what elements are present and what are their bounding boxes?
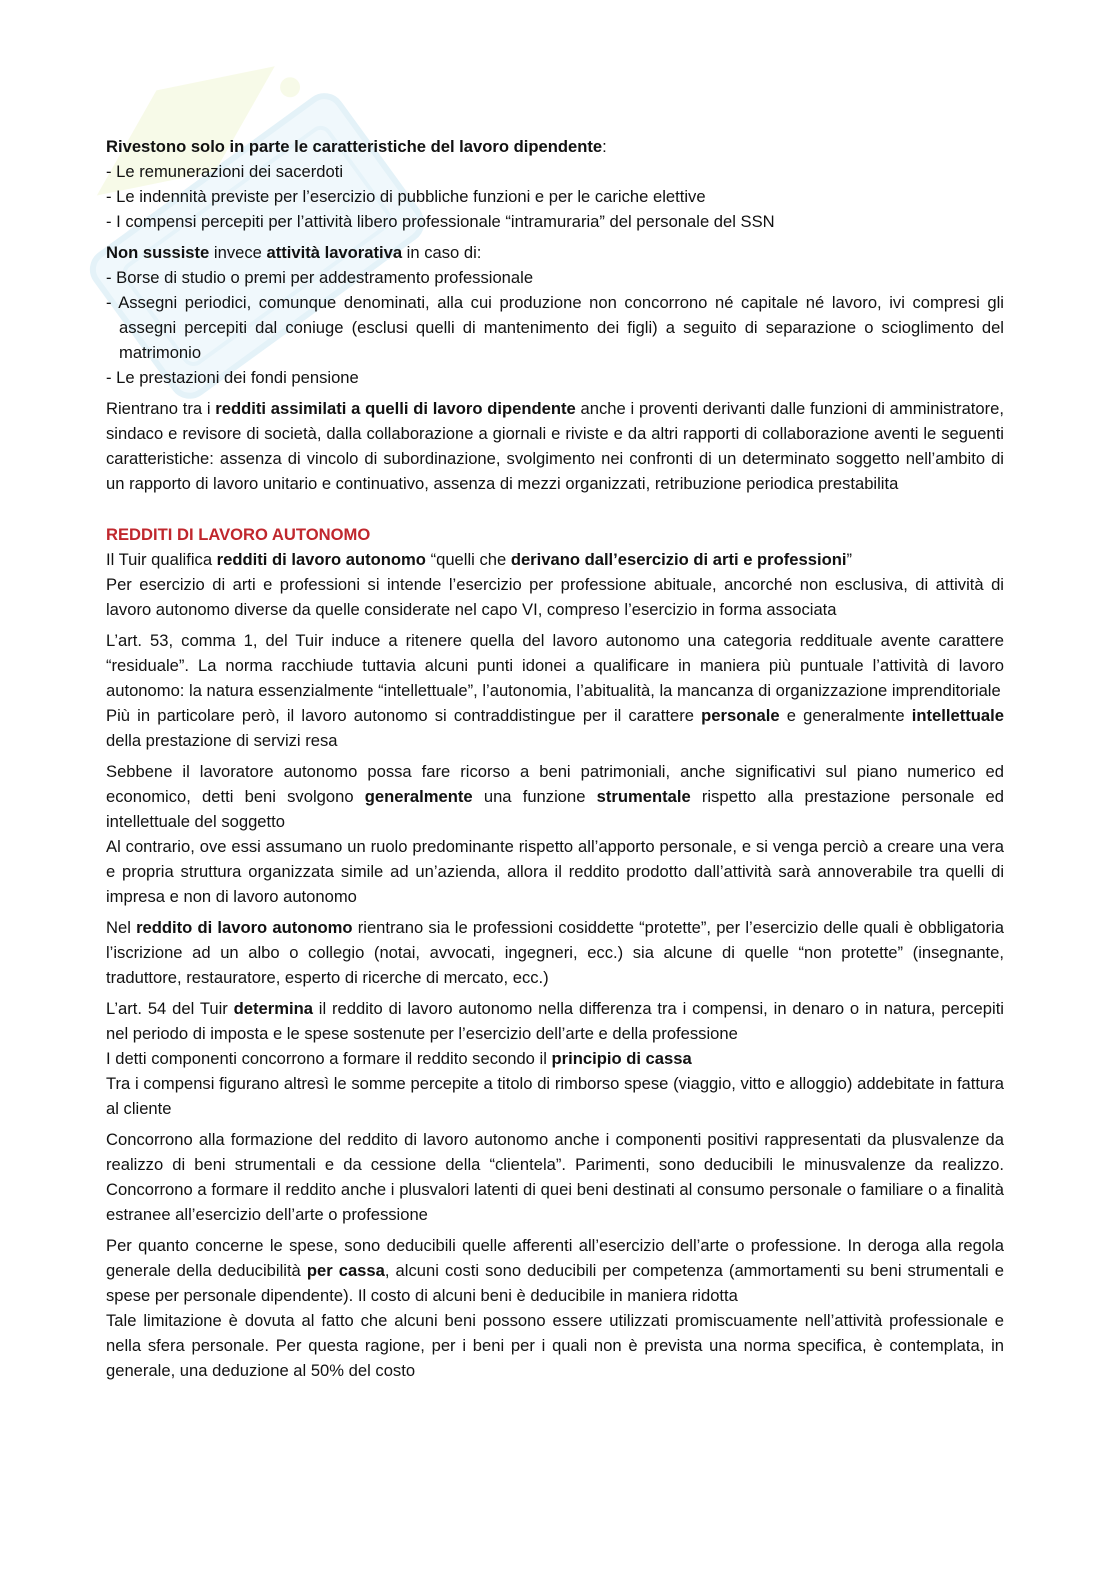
document-page xyxy=(106,134,1004,1383)
list-item: - Assegni periodici, comunque denominati, alla cui produzione non concorrono né capitale né lavoro, ivi compresi gli assegni percepiti dal coniuge (esclusi quelli di mantenimento dei figli) a seguito di separazione o scioglimento del matrimonio xyxy=(106,293,1004,362)
paragraph-no-work-activity: Non sussiste invece attività lavorativa in caso di: xyxy=(106,243,482,262)
paragraph-deductible-expenses: Per quanto concerne le spese, sono deducibili quelle afferenti all’esercizio dell’arte o professione. In deroga alla regola generale della deducibilità per cassa, alcuni costi sono deducibili per competenza (ammortamenti su beni strumentali e spese per personale dipendente). Il costo di alcuni beni è deducibile in maniera ridotta xyxy=(106,1236,1005,1305)
paragraph-definition: Il Tuir qualifica redditi di lavoro autonomo “quelli che derivano dall’esercizio di arti e professioni” xyxy=(106,550,853,569)
paragraph-personal-character: Più in particolare però, il lavoro autonomo si contraddistingue per il carattere personale e generalmente intellettuale della prestazione di servizi resa xyxy=(106,706,1004,750)
paragraph-deduction-limit: Tale limitazione è dovuta al fatto che alcuni beni possono essere utilizzati promiscuamente nell’attività professionale e nella sfera personale. Per questa ragione, per i beni per i quali non è prevista una norma specifica, è contemplata, in generale, una deduzione al 50% del costo xyxy=(106,1311,1004,1380)
paragraph-art-53: L’art. 53, comma 1, del Tuir induce a ritenere quella del lavoro autonomo una categoria reddituale avente carattere “residuale”. La norma racchiude tuttavia alcuni punti idonei a qualificare in maniera più puntuale l’attività di lavoro autonomo: la natura essenzialmente “intellettuale”, l’autonomia, l’abitualità, la mancanza di organizzazione imprenditoriale xyxy=(106,631,1004,700)
paragraph-instrumental-assets: Sebbene il lavoratore autonomo possa fare ricorso a beni patrimoniali, anche significativi sul piano numerico ed economico, detti beni svolgono generalmente una funzione strumentale rispetto alla prestazione personale ed intellettuale del soggetto xyxy=(106,762,1004,831)
list-item: - Le prestazioni dei fondi pensione xyxy=(106,368,359,387)
paragraph-expense-reimbursement: Tra i compensi figurano altresì le somme percepite a titolo di rimborso spese (viaggio, vitto e alloggio) addebitate in fattura al cliente xyxy=(106,1074,1004,1118)
paragraph-cash-principle: I detti componenti concorrono a formare il reddito secondo il principio di cassa xyxy=(106,1049,692,1068)
paragraph-capital-gains: Concorrono alla formazione del reddito di lavoro autonomo anche i componenti positivi rappresentati da plusvalenze da realizzo di beni strumentali e da cessione della “clientela”. Parimenti, sono deducibili le minusvalenze da realizzo. Concorrono a formare il reddito anche i plusvalori latenti di quei beni destinati al consumo personale o familiare o a finalità estranee all’esercizio dell’arte o professione xyxy=(106,1130,1004,1224)
paragraph-art-54: L’art. 54 del Tuir determina il reddito di lavoro autonomo nella differenza tra i compensi, in denaro o in natura, percepiti nel periodo di imposta e le spese sostenute per l’esercizio dell’arte e della professione xyxy=(106,999,1004,1043)
list-item: - Borse di studio o premi per addestramento professionale xyxy=(106,268,534,287)
list-item: - Le remunerazioni dei sacerdoti xyxy=(106,162,344,181)
section-title: REDDITI DI LAVORO AUTONOMO xyxy=(106,525,371,544)
paragraph-arts-professions: Per esercizio di arti e professioni si intende l’esercizio per professione abituale, ancorché non esclusiva, di attività di lavoro autonomo diverse da quelle considerate nel capo VI, compreso l’esercizio in forma associata xyxy=(106,575,1004,619)
list-item: - I compensi percepiti per l’attività libero professionale “intramuraria” del personale del SSN xyxy=(106,212,775,231)
list-item: - Le indennità previste per l’esercizio di pubbliche funzioni e per le cariche elettive xyxy=(106,187,706,206)
paragraph-protected-professions: Nel reddito di lavoro autonomo rientrano sia le professioni cosiddette “protette”, per l’esercizio delle quali è obbligatoria l’iscrizione ad un albo o collegio (notai, avvocati, ingegneri, ecc.) sia alcune di quelle “non protette” (insegnante, traduttore, restauratore, esperto di ricerche di mercato, ecc.) xyxy=(106,918,1005,987)
paragraph-business-income: Al contrario, ove essi assumano un ruolo predominante rispetto all’apporto personale, e si venga perciò a creare una vera e propria struttura organizzata simile ad un’azienda, allora il reddito prodotto dall’attività sarà annoverabile tra quelli di impresa e non di lavoro autonomo xyxy=(106,837,1004,906)
paragraph-assimilated-income: Rientrano tra i redditi assimilati a quelli di lavoro dipendente anche i proventi derivanti dalle funzioni di amministratore, sindaco e revisore di società, dalla collaborazione a giornali e riviste e da altri rapporti di collaborazione aventi le seguenti caratteristiche: assenza di vincolo di subordinazione, svolgimento nei confronti di un determinato soggetto nell’ambito di un rapporto di lavoro unitario e continuativo, assenza di mezzi organizzati, retribuzione periodica prestabilita xyxy=(106,399,1004,493)
paragraph-partial-employment-heading: Rivestono solo in parte le caratteristiche del lavoro dipendente: xyxy=(106,137,607,156)
